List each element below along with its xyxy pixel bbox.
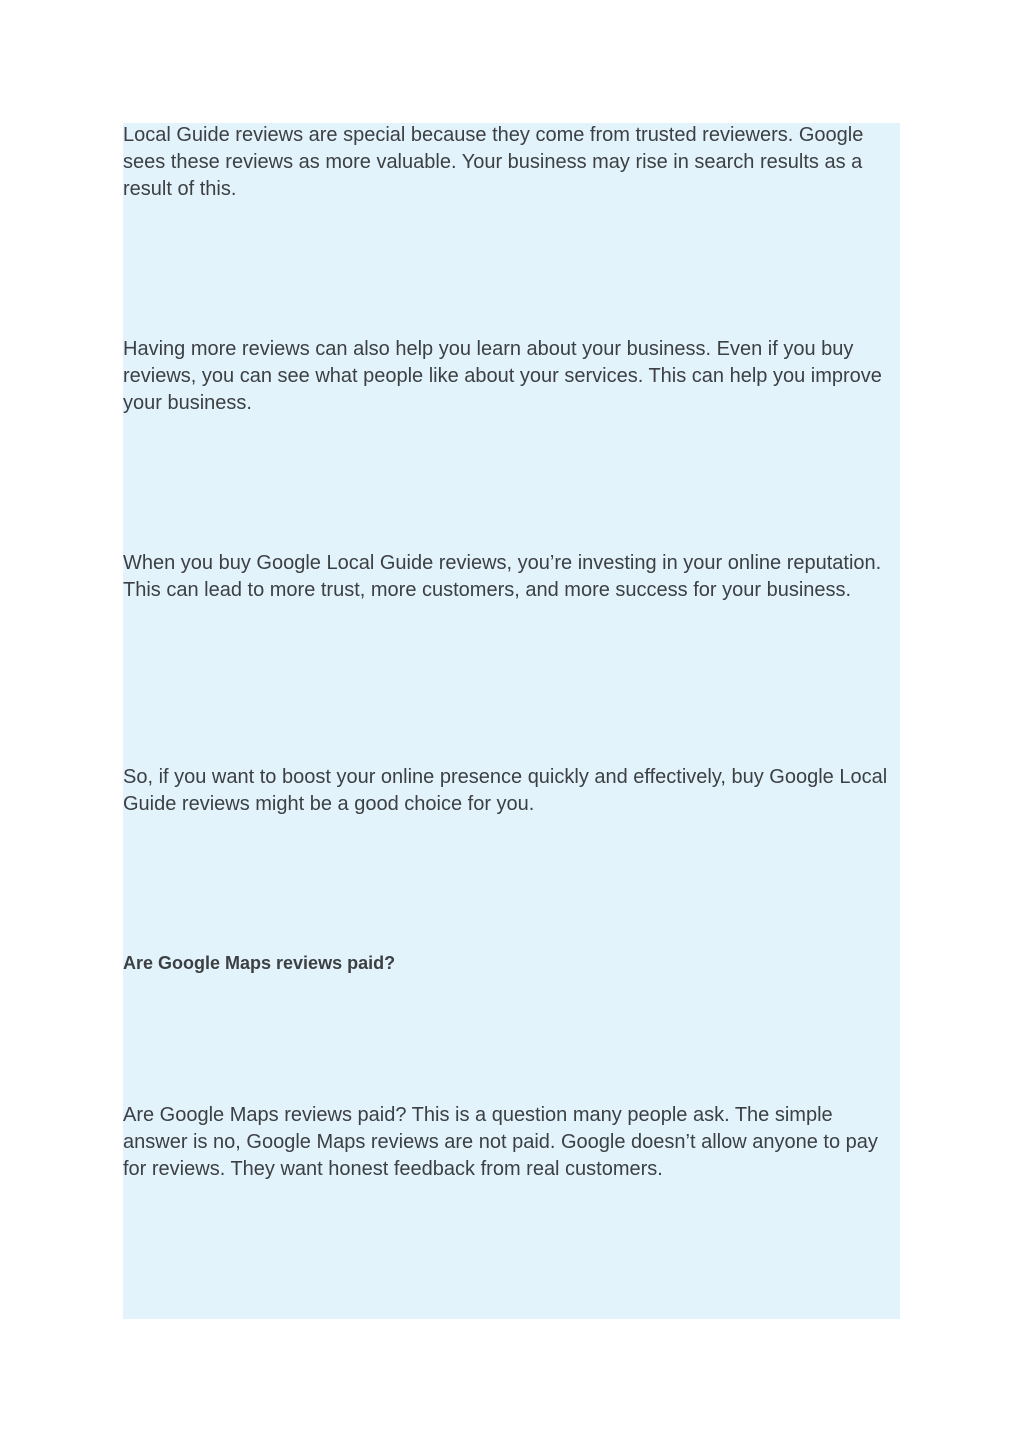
paragraph-online-reputation: When you buy Google Local Guide reviews, you’re investing in your online reputation. This can lead to more trust, more customers, and more success for your business. [123, 552, 882, 601]
section-heading: Are Google Maps reviews paid? [123, 953, 396, 973]
paragraph-maps-reviews-paid: Are Google Maps reviews paid? This is a question many people ask. The simple answer is no, Google Maps reviews are not paid. Google doesn’t allow anyone to pay for reviews. They want honest feedback from real customers. [123, 1104, 878, 1180]
paragraph-more-reviews: Having more reviews can also help you learn about your business. Even if you buy reviews, you can see what people like about your services. This can help you improve your business. [123, 338, 882, 414]
paragraph-local-guide-reviews: Local Guide reviews are special because they come from trusted reviewers. Google sees these reviews as more valuable. Your business may rise in search results as a result of this. [123, 124, 864, 200]
paragraph-boost-presence: So, if you want to boost your online presence quickly and effectively, buy Google Local Guide reviews might be a good choice for you. [123, 766, 888, 815]
